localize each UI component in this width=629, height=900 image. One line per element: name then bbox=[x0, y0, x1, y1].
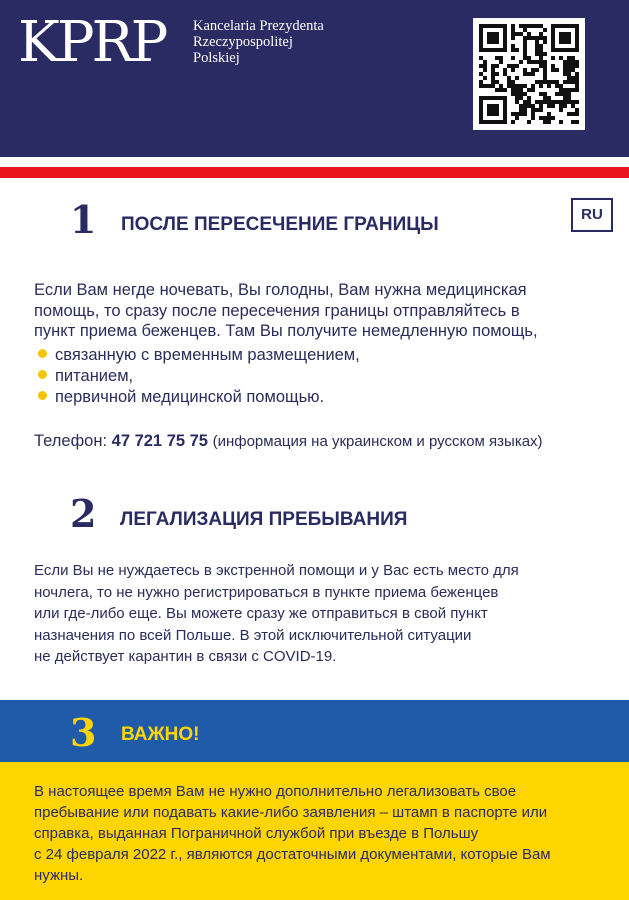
paragraph-line: справка, выданная Пограничной службой при въезде в Польшу bbox=[34, 825, 479, 842]
paragraph-line: с 24 февраля 2022 г., являются достаточными документами, которые Вам bbox=[34, 846, 551, 863]
org-line-1: Kancelaria Prezydenta bbox=[193, 18, 324, 34]
paragraph-line: не действует карантин в связи с COVID-19. bbox=[34, 648, 337, 665]
paragraph-line: Если Вам негде ночевать, Вы голодны, Вам нужна медицинская bbox=[34, 281, 527, 299]
header-banner bbox=[0, 0, 629, 157]
paragraph-line: ночлега, то не нужно регистрироваться в пункте приема беженцев bbox=[34, 583, 499, 601]
flag-stripe-red bbox=[0, 167, 629, 178]
list-item-text: связанную с временным размещением, bbox=[55, 346, 360, 364]
org-line-2: Rzeczypospolitej bbox=[193, 34, 293, 50]
paragraph-line: пункт приема беженцев. Там Вы получите немедленную помощь, bbox=[34, 322, 538, 340]
bullet-icon bbox=[38, 370, 47, 379]
bullet-icon bbox=[38, 391, 47, 400]
bullet-icon bbox=[38, 349, 47, 358]
section-1-paragraph bbox=[34, 280, 538, 342]
help-list bbox=[38, 345, 360, 408]
paragraph-line: В настоящее время Вам не нужно дополнительно легализовать свое bbox=[34, 783, 517, 800]
kprp-logo: KPRP bbox=[18, 10, 166, 75]
list-item bbox=[38, 387, 360, 408]
paragraph-line: или где-либо еще. Вы можете сразу же отправиться в свой пункт bbox=[34, 605, 488, 622]
section-2-paragraph bbox=[34, 560, 519, 668]
section-3-paragraph bbox=[34, 781, 551, 886]
phone-number[interactable]: 47 721 75 75 bbox=[111, 432, 208, 450]
flag-stripe-white bbox=[0, 157, 629, 167]
paragraph-line: нужны. bbox=[34, 867, 84, 884]
org-line-3: Polskiej bbox=[193, 50, 240, 66]
qr-code[interactable] bbox=[473, 18, 585, 130]
section-2-title: ЛЕГАЛИЗАЦИЯ ПРЕБЫВАНИЯ bbox=[120, 509, 408, 530]
organization-name bbox=[193, 18, 324, 66]
phone-line bbox=[34, 430, 543, 453]
paragraph-line: пребывание или подавать какие-либо заявления – штамп в паспорте или bbox=[34, 804, 548, 821]
section-2-number: 2 bbox=[70, 491, 97, 536]
paragraph-line: помощь, то сразу после пересечения границы отправляйтесь в bbox=[34, 301, 520, 320]
paragraph-line: назначения по всей Польше. В этой исключительной ситуации bbox=[34, 626, 472, 644]
list-item bbox=[38, 345, 360, 366]
list-item bbox=[38, 366, 360, 387]
section-1-number: 1 bbox=[70, 197, 97, 242]
section-3-number: 3 bbox=[70, 710, 97, 755]
list-item-text: первичной медицинской помощью. bbox=[55, 388, 325, 406]
phone-label: Телефон: bbox=[34, 432, 108, 450]
phone-note: (информация на украинском и русском языках) bbox=[212, 433, 543, 450]
section-3-title: ВАЖНО! bbox=[121, 724, 200, 745]
section-1-title: ПОСЛЕ ПЕРЕСЕЧЕНИЕ ГРАНИЦЫ bbox=[121, 214, 439, 235]
language-badge[interactable]: RU bbox=[571, 198, 613, 232]
qr-code-icon bbox=[479, 24, 579, 124]
paragraph-line: Если Вы не нуждаетесь в экстренной помощи и у Вас есть место для bbox=[34, 562, 519, 579]
list-item-text: питанием, bbox=[55, 367, 134, 385]
